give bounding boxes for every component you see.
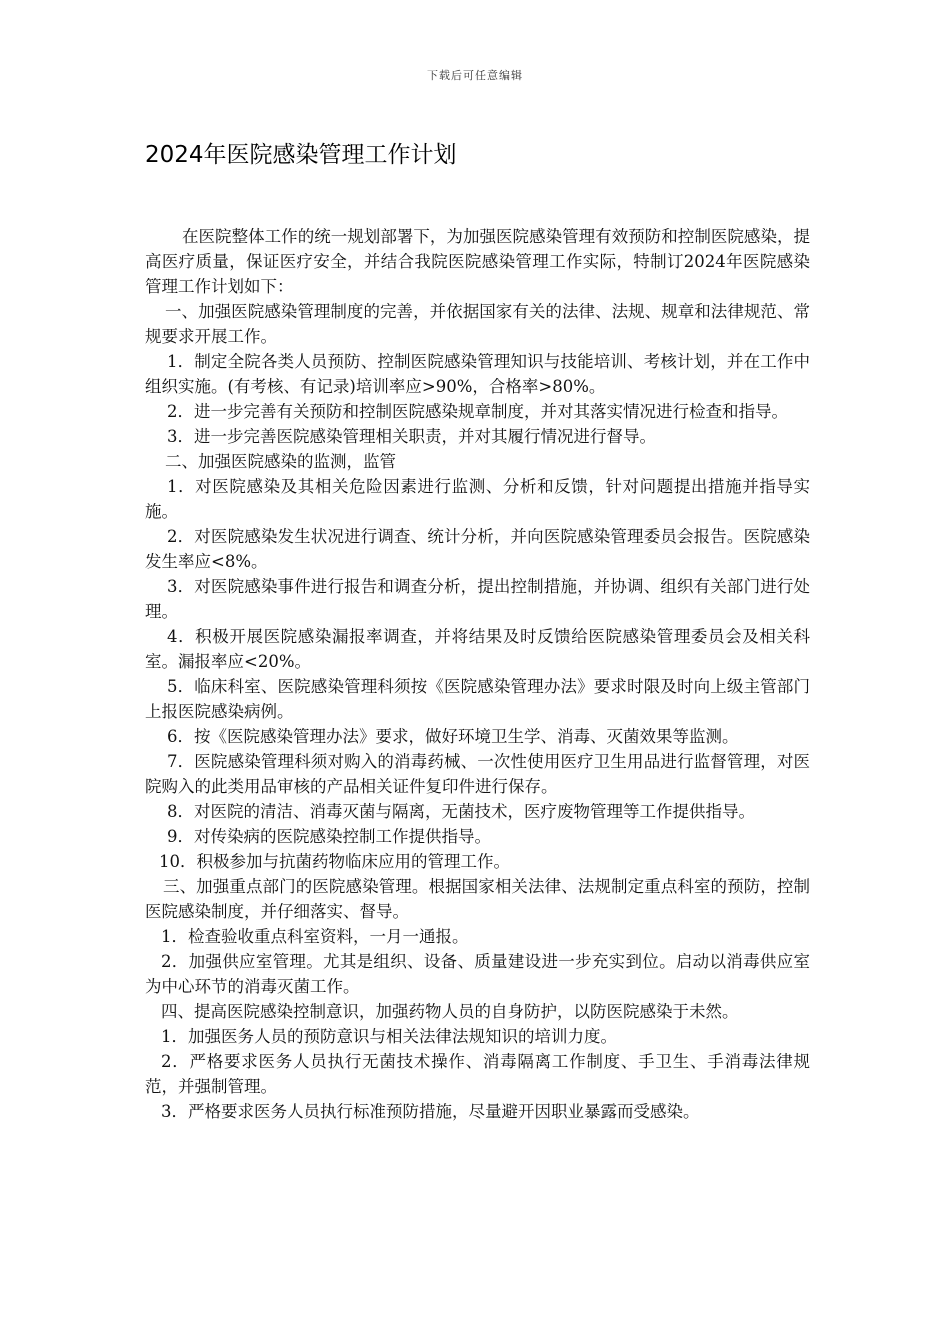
paragraph: 在医院整体工作的统一规划部署下，为加强医院感染管理有效预防和控制医院感染，提高医疗质量，保证医疗安全，并结合我院医院感染管理工作实际，特制订2024年医院感染管理工作计划如下： — [145, 227, 810, 296]
paragraph: 2．对医院感染发生状况进行调查、统计分析，并向医院感染管理委员会报告。医院感染发生率应<8%。 — [145, 527, 810, 571]
paragraph: 三、加强重点部门的医院感染管理。根据国家相关法律、法规制定重点科室的预防，控制医院感染制度，并仔细落实、督导。 — [145, 877, 810, 921]
paragraph: 8．对医院的清洁、消毒灭菌与隔离，无菌技术，医疗废物管理等工作提供指导。 — [167, 802, 755, 821]
paragraph: 二、加强医院感染的监测，监管 — [165, 452, 396, 471]
paragraph: 3．对医院感染事件进行报告和调查分析，提出控制措施，并协调、组织有关部门进行处理。 — [145, 577, 810, 621]
paragraph: 2．严格要求医务人员执行无菌技术操作、消毒隔离工作制度、手卫生、手消毒法律规范，并强制管理。 — [145, 1052, 810, 1096]
document-body — [145, 224, 810, 1124]
paragraph: 1．检查验收重点科室资料，一月一通报。 — [161, 927, 469, 946]
paragraph: 四、提高医院感染控制意识，加强药物人员的自身防护，以防医院感染于未然。 — [161, 1002, 739, 1021]
paragraph: 7．医院感染管理科须对购入的消毒药械、一次性使用医疗卫生用品进行监督管理，对医院购入的此类用品审核的产品相关证件复印件进行保存。 — [145, 752, 810, 796]
paragraph: 1．对医院感染及其相关危险因素进行监测、分析和反馈，针对问题提出措施并指导实施。 — [145, 477, 810, 521]
paragraph: 一、加强医院感染管理制度的完善，并依据国家有关的法律、法规、规章和法律规范、常规要求开展工作。 — [145, 302, 810, 346]
paragraph: 5．临床科室、医院感染管理科须按《医院感染管理办法》要求时限及时向上级主管部门上报医院感染病例。 — [145, 677, 810, 721]
paragraph: 9．对传染病的医院感染控制工作提供指导。 — [167, 827, 491, 846]
paragraph: 2．进一步完善有关预防和控制医院感染规章制度，并对其落实情况进行检查和指导。 — [167, 402, 788, 421]
paragraph: 2．加强供应室管理。尤其是组织、设备、质量建设进一步充实到位。启动以消毒供应室为中心环节的消毒灭菌工作。 — [145, 952, 810, 996]
paragraph: 1．加强医务人员的预防意识与相关法律法规知识的培训力度。 — [161, 1027, 617, 1046]
paragraph: 4．积极开展医院感染漏报率调查，并将结果及时反馈给医院感染管理委员会及相关科室。漏报率应<20%。 — [145, 627, 810, 671]
paragraph: 3．进一步完善医院感染管理相关职责，并对其履行情况进行督导。 — [167, 427, 656, 446]
paragraph: 1．制定全院各类人员预防、控制医院感染管理知识与技能培训、考核计划，并在工作中组织实施。(有考核、有记录)培训率应>90%，合格率>80%。 — [145, 352, 810, 396]
paragraph: 6．按《医院感染管理办法》要求，做好环境卫生学、消毒、灭菌效果等监测。 — [167, 727, 739, 746]
paragraph: 3．严格要求医务人员执行标准预防措施，尽量避开因职业暴露而受感染。 — [161, 1102, 700, 1121]
document-title: 2024年医院感染管理工作计划 — [145, 142, 457, 168]
paragraph: 10．积极参加与抗菌药物临床应用的管理工作。 — [159, 852, 510, 871]
page-header-note: 下载后可任意编辑 — [427, 69, 523, 82]
